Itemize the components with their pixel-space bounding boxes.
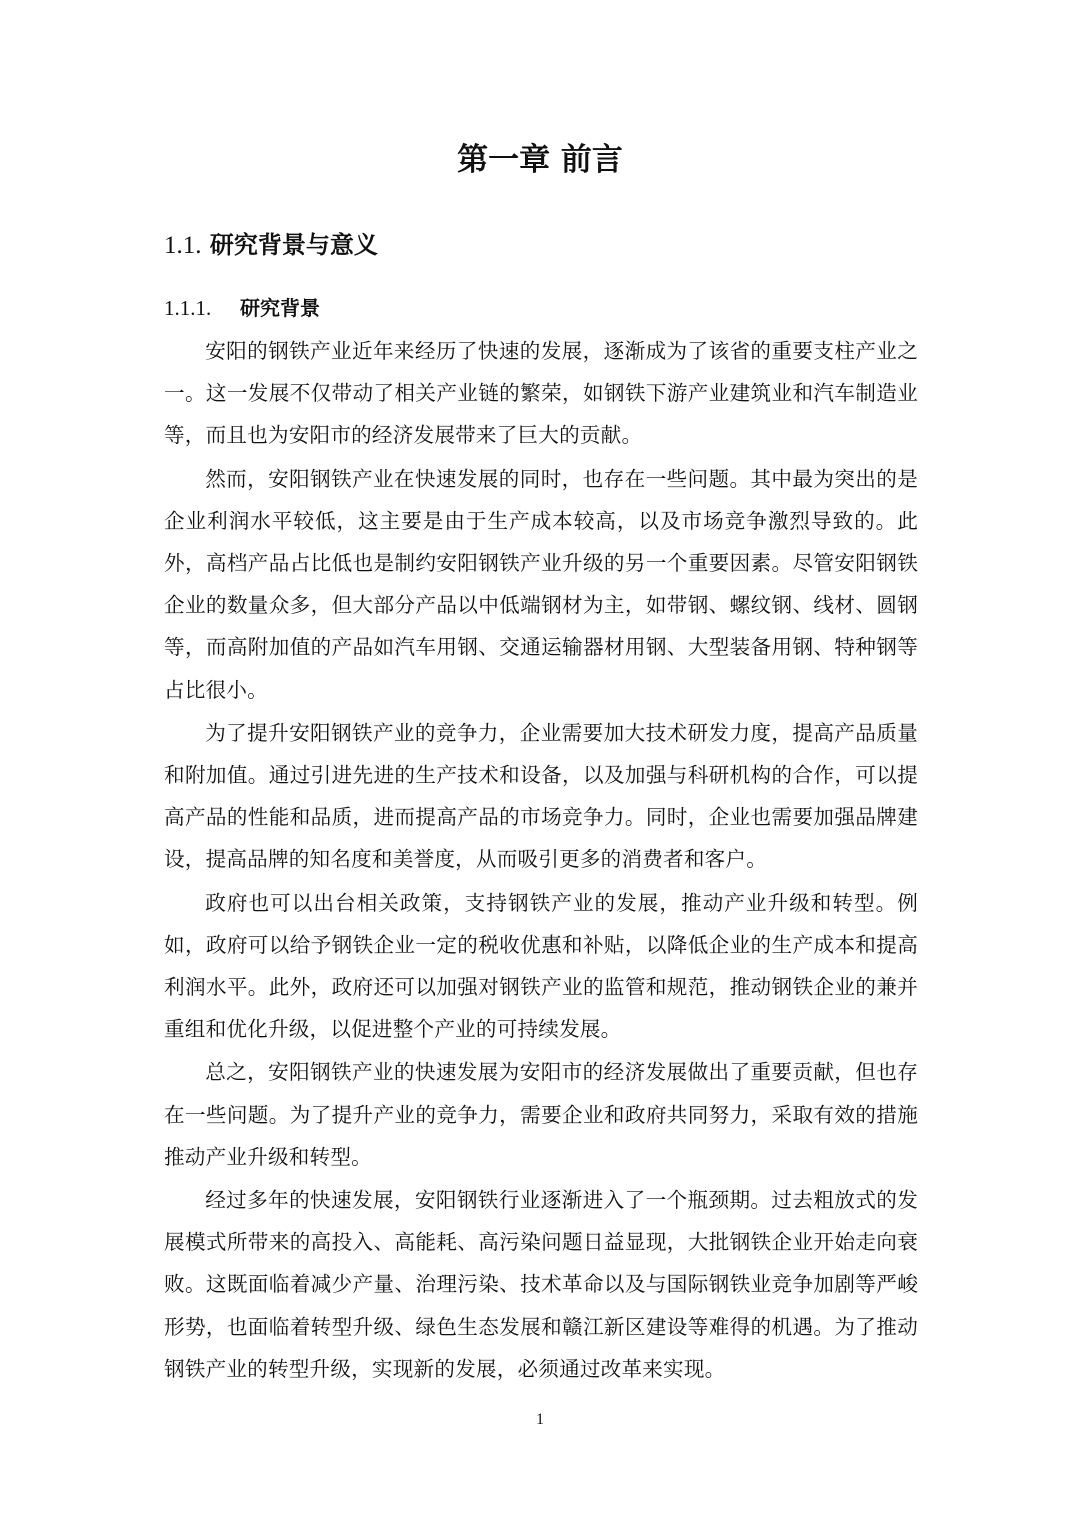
section-title: 研究背景与意义	[209, 231, 378, 259]
paragraph: 政府也可以出台相关政策，支持钢铁产业的发展，推动产业升级和转型。例如，政府可以给予钢铁企业一定的税收优惠和补贴，以降低企业的生产成本和提高利润水平。此外，政府还可以加强对钢铁产业的监管和规范，推动钢铁企业的兼并重组和优化升级，以促进整个产业的可持续发展。	[164, 890, 918, 1042]
paragraph: 然而，安阳钢铁产业在快速发展的同时，也存在一些问题。其中最为突出的是企业利润水平较低，这主要是由于生产成本较高，以及市场竞争激烈导致的。此外，高档产品占比低也是制约安阳钢铁产业升级的另一个重要因素。尽管安阳钢铁企业的数量众多，但大部分产品以中低端钢材为主，如带钢、螺纹钢、线材、圆钢等，而高附加值的产品如汽车用钢、交通运输器材用钢、大型装备用钢、特种钢等占比很小。	[164, 466, 918, 702]
paragraph: 为了提升安阳钢铁产业的竞争力，企业需要加大技术研发力度，提高产品质量和附加值。通过引进先进的生产技术和设备，以及加强与科研机构的合作，可以提高产品的性能和品质，进而提高产品的市场竞争力。同时，企业也需要加强品牌建设，提高品牌的知名度和美誉度，从而吸引更多的消费者和客户。	[164, 720, 918, 872]
body-text	[164, 330, 918, 1391]
subsection-heading	[164, 292, 320, 324]
paragraph: 总之，安阳钢铁产业的快速发展为安阳市的经济发展做出了重要贡献，但也存在一些问题。为了提升产业的竞争力，需要企业和政府共同努力，采取有效的措施推动产业升级和转型。	[164, 1060, 918, 1169]
paragraph: 安阳的钢铁产业近年来经历了快速的发展，逐渐成为了该省的重要支柱产业之一。这一发展不仅带动了相关产业链的繁荣，如钢铁下游产业建筑业和汽车制造业等，而且也为安阳市的经济发展带来了巨大的贡献。	[164, 339, 918, 448]
section-heading	[164, 226, 378, 265]
paragraph: 经过多年的快速发展，安阳钢铁行业逐渐进入了一个瓶颈期。过去粗放式的发展模式所带来的高投入、高能耗、高污染问题日益显现，大批钢铁企业开始走向衰败。这既面临着减少产量、治理污染、技术革命以及与国际钢铁业竞争加剧等严峻形势，也面临着转型升级、绿色生态发展和赣江新区建设等难得的机遇。为了推动钢铁产业的转型升级，实现新的发展，必须通过改革来实现。	[164, 1188, 918, 1381]
page-number: 1	[536, 1411, 544, 1428]
subsection-number: 1.1.1.	[164, 296, 212, 320]
chapter-title: 第一章 前言	[457, 142, 623, 178]
subsection-title: 研究背景	[240, 296, 320, 320]
section-number: 1.1.	[164, 232, 202, 259]
